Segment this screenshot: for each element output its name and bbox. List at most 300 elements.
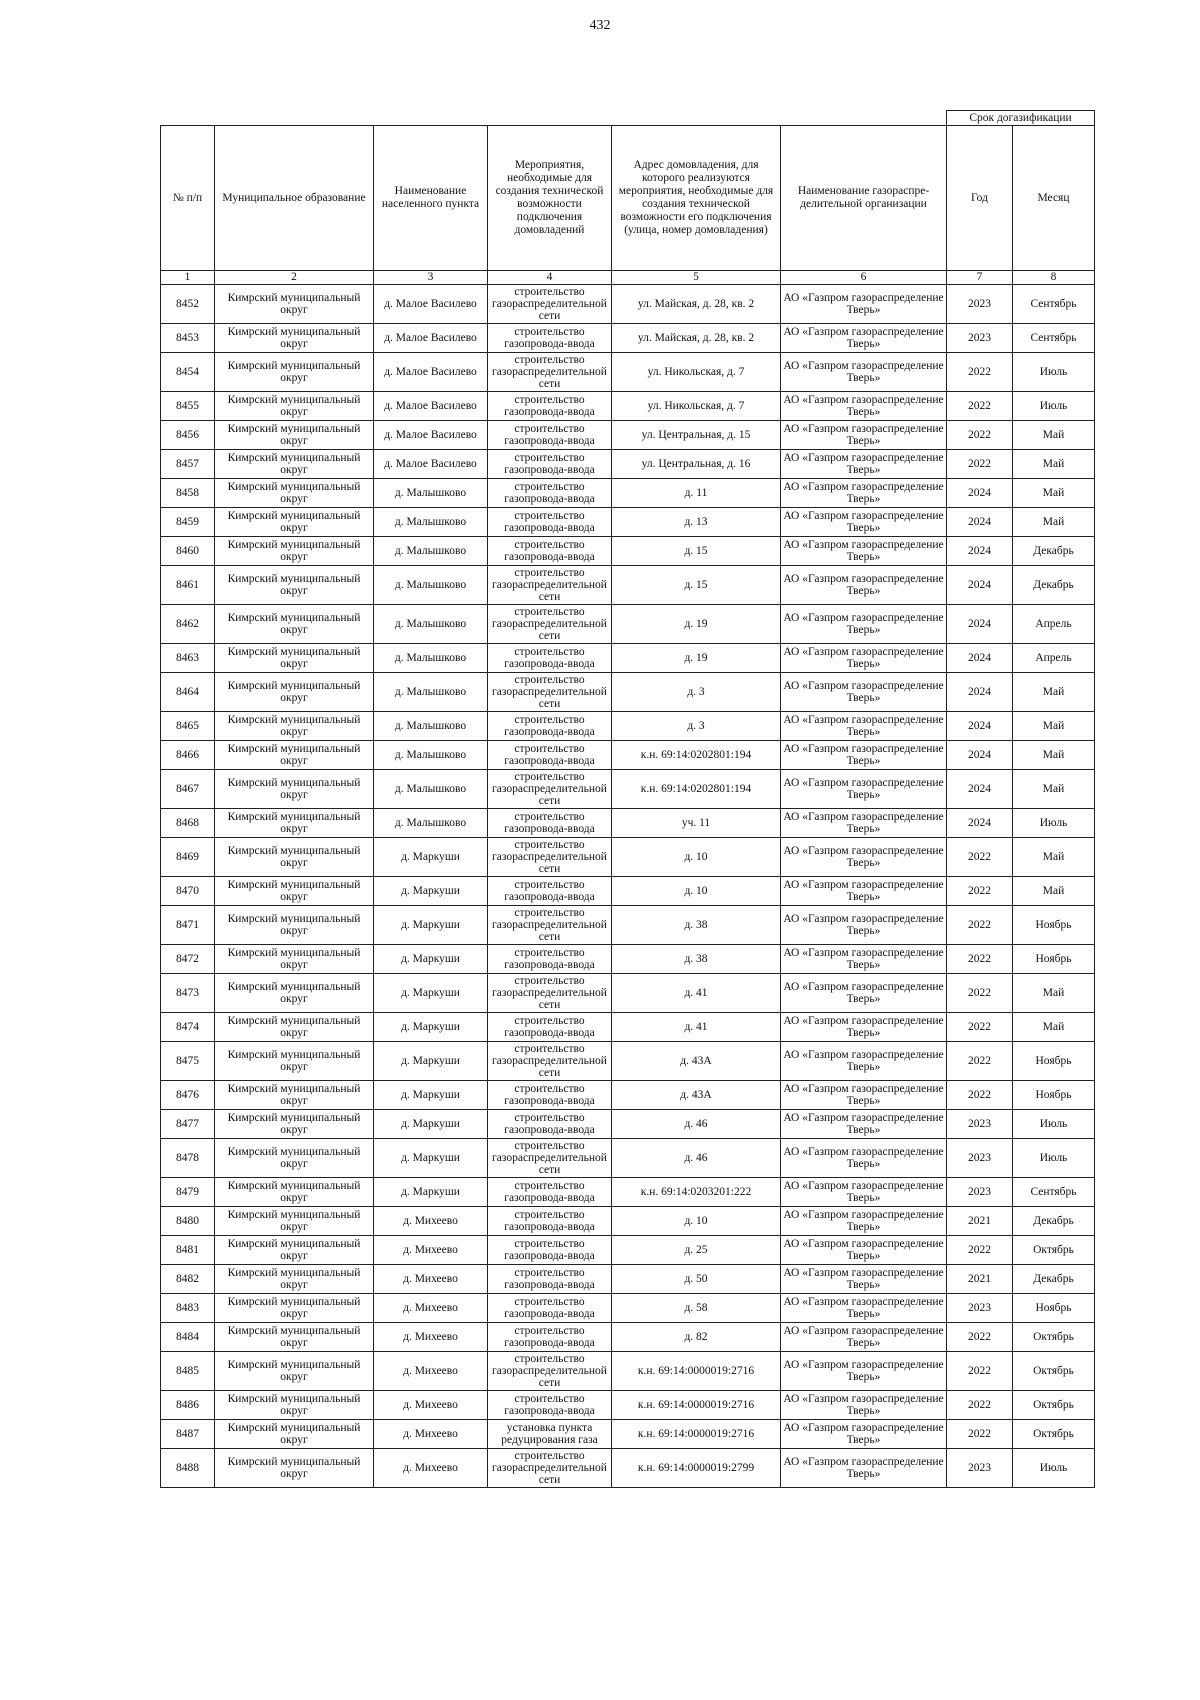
cell-municipality: Кимрский муниципальный округ bbox=[215, 1081, 374, 1110]
cell-number: 8454 bbox=[161, 353, 215, 392]
cell-year: 2024 bbox=[947, 566, 1013, 605]
cell-organization: АО «Газпром газораспределение Тверь» bbox=[781, 1110, 947, 1139]
header-col-3: Наименование населенного пункта bbox=[374, 126, 488, 271]
cell-settlement: д. Малышково bbox=[374, 741, 488, 770]
cell-address: ул. Майская, д. 28, кв. 2 bbox=[612, 324, 781, 353]
cell-year: 2022 bbox=[947, 838, 1013, 877]
cell-organization: АО «Газпром газораспределение Тверь» bbox=[781, 605, 947, 644]
cell-settlement: д. Малое Василево bbox=[374, 285, 488, 324]
cell-activity: строительство газопровода-ввода bbox=[488, 537, 612, 566]
header-group-spacer bbox=[161, 111, 947, 126]
cell-number: 8464 bbox=[161, 673, 215, 712]
cell-number: 8474 bbox=[161, 1013, 215, 1042]
cell-year: 2024 bbox=[947, 508, 1013, 537]
cell-number: 8457 bbox=[161, 450, 215, 479]
cell-organization: АО «Газпром газораспределение Тверь» bbox=[781, 285, 947, 324]
cell-number: 8488 bbox=[161, 1449, 215, 1488]
cell-month: Июль bbox=[1013, 392, 1095, 421]
cell-settlement: д. Малышково bbox=[374, 605, 488, 644]
cell-address: д. 15 bbox=[612, 537, 781, 566]
cell-activity: строительство газораспределительной сети bbox=[488, 673, 612, 712]
table-row bbox=[161, 1236, 1095, 1265]
cell-year: 2023 bbox=[947, 1178, 1013, 1207]
table-row bbox=[161, 537, 1095, 566]
cell-month: Декабрь bbox=[1013, 566, 1095, 605]
cell-number: 8485 bbox=[161, 1352, 215, 1391]
cell-activity: строительство газопровода-ввода bbox=[488, 392, 612, 421]
cell-month: Май bbox=[1013, 508, 1095, 537]
cell-year: 2022 bbox=[947, 1420, 1013, 1449]
cell-number: 8461 bbox=[161, 566, 215, 605]
table-row bbox=[161, 644, 1095, 673]
cell-address: ул. Центральная, д. 16 bbox=[612, 450, 781, 479]
cell-organization: АО «Газпром газораспределение Тверь» bbox=[781, 644, 947, 673]
cell-municipality: Кимрский муниципальный округ bbox=[215, 353, 374, 392]
table-row bbox=[161, 508, 1095, 537]
cell-month: Май bbox=[1013, 450, 1095, 479]
cell-activity: строительство газопровода-ввода bbox=[488, 877, 612, 906]
table-row bbox=[161, 1323, 1095, 1352]
header-col-6: Наименование газораспре-делительной организации bbox=[781, 126, 947, 271]
cell-settlement: д. Маркуши bbox=[374, 906, 488, 945]
cell-settlement: д. Маркуши bbox=[374, 1110, 488, 1139]
cell-municipality: Кимрский муниципальный округ bbox=[215, 1294, 374, 1323]
cell-municipality: Кимрский муниципальный округ bbox=[215, 877, 374, 906]
cell-year: 2022 bbox=[947, 421, 1013, 450]
cell-settlement: д. Малое Василево bbox=[374, 421, 488, 450]
cell-number: 8470 bbox=[161, 877, 215, 906]
cell-organization: АО «Газпром газораспределение Тверь» bbox=[781, 450, 947, 479]
cell-year: 2022 bbox=[947, 906, 1013, 945]
cell-settlement: д. Маркуши bbox=[374, 1139, 488, 1178]
cell-year: 2024 bbox=[947, 741, 1013, 770]
cell-municipality: Кимрский муниципальный округ bbox=[215, 1013, 374, 1042]
cell-address: уч. 11 bbox=[612, 809, 781, 838]
cell-year: 2023 bbox=[947, 1449, 1013, 1488]
cell-number: 8482 bbox=[161, 1265, 215, 1294]
cell-month: Июль bbox=[1013, 1110, 1095, 1139]
cell-activity: строительство газопровода-ввода bbox=[488, 421, 612, 450]
cell-activity: строительство газопровода-ввода bbox=[488, 1110, 612, 1139]
header-num-6: 6 bbox=[781, 271, 947, 285]
cell-year: 2022 bbox=[947, 1042, 1013, 1081]
cell-settlement: д. Маркуши bbox=[374, 877, 488, 906]
cell-municipality: Кимрский муниципальный округ bbox=[215, 1449, 374, 1488]
cell-organization: АО «Газпром газораспределение Тверь» bbox=[781, 1178, 947, 1207]
cell-settlement: д. Малое Василево bbox=[374, 392, 488, 421]
cell-municipality: Кимрский муниципальный округ bbox=[215, 1236, 374, 1265]
cell-month: Сентябрь bbox=[1013, 285, 1095, 324]
cell-activity: строительство газораспределительной сети bbox=[488, 353, 612, 392]
cell-organization: АО «Газпром газораспределение Тверь» bbox=[781, 421, 947, 450]
cell-number: 8480 bbox=[161, 1207, 215, 1236]
cell-year: 2023 bbox=[947, 324, 1013, 353]
cell-month: Апрель bbox=[1013, 605, 1095, 644]
cell-organization: АО «Газпром газораспределение Тверь» bbox=[781, 1236, 947, 1265]
cell-address: д. 43А bbox=[612, 1042, 781, 1081]
cell-activity: строительство газораспределительной сети bbox=[488, 1042, 612, 1081]
cell-settlement: д. Михеево bbox=[374, 1207, 488, 1236]
cell-number: 8471 bbox=[161, 906, 215, 945]
cell-year: 2023 bbox=[947, 1139, 1013, 1178]
cell-year: 2024 bbox=[947, 770, 1013, 809]
cell-activity: строительство газопровода-ввода bbox=[488, 809, 612, 838]
cell-month: Октябрь bbox=[1013, 1236, 1095, 1265]
cell-municipality: Кимрский муниципальный округ bbox=[215, 1391, 374, 1420]
cell-municipality: Кимрский муниципальный округ bbox=[215, 605, 374, 644]
cell-address: д. 58 bbox=[612, 1294, 781, 1323]
cell-month: Октябрь bbox=[1013, 1420, 1095, 1449]
cell-activity: строительство газораспределительной сети bbox=[488, 906, 612, 945]
cell-municipality: Кимрский муниципальный округ bbox=[215, 1207, 374, 1236]
cell-month: Октябрь bbox=[1013, 1323, 1095, 1352]
table-row bbox=[161, 673, 1095, 712]
cell-organization: АО «Газпром газораспределение Тверь» bbox=[781, 945, 947, 974]
cell-settlement: д. Маркуши bbox=[374, 838, 488, 877]
cell-number: 8472 bbox=[161, 945, 215, 974]
cell-address: д. 82 bbox=[612, 1323, 781, 1352]
table-row bbox=[161, 605, 1095, 644]
cell-year: 2024 bbox=[947, 479, 1013, 508]
table-row bbox=[161, 1081, 1095, 1110]
cell-municipality: Кимрский муниципальный округ bbox=[215, 1042, 374, 1081]
cell-year: 2022 bbox=[947, 450, 1013, 479]
cell-municipality: Кимрский муниципальный округ bbox=[215, 741, 374, 770]
table-row bbox=[161, 1110, 1095, 1139]
cell-address: к.н. 69:14:0203201:222 bbox=[612, 1178, 781, 1207]
table-row bbox=[161, 838, 1095, 877]
cell-organization: АО «Газпром газораспределение Тверь» bbox=[781, 508, 947, 537]
cell-activity: строительство газораспределительной сети bbox=[488, 566, 612, 605]
cell-municipality: Кимрский муниципальный округ bbox=[215, 1420, 374, 1449]
table-row bbox=[161, 974, 1095, 1013]
cell-municipality: Кимрский муниципальный округ bbox=[215, 838, 374, 877]
cell-organization: АО «Газпром газораспределение Тверь» bbox=[781, 877, 947, 906]
cell-organization: АО «Газпром газораспределение Тверь» bbox=[781, 537, 947, 566]
cell-year: 2023 bbox=[947, 1110, 1013, 1139]
cell-address: д. 25 bbox=[612, 1236, 781, 1265]
cell-organization: АО «Газпром газораспределение Тверь» bbox=[781, 906, 947, 945]
cell-municipality: Кимрский муниципальный округ bbox=[215, 906, 374, 945]
cell-number: 8483 bbox=[161, 1294, 215, 1323]
cell-address: д. 50 bbox=[612, 1265, 781, 1294]
header-group-deadline: Срок догазификации bbox=[947, 111, 1095, 126]
table-row bbox=[161, 712, 1095, 741]
cell-number: 8455 bbox=[161, 392, 215, 421]
cell-address: д. 19 bbox=[612, 644, 781, 673]
cell-settlement: д. Малое Василево bbox=[374, 353, 488, 392]
cell-activity: строительство газопровода-ввода bbox=[488, 324, 612, 353]
table-row bbox=[161, 479, 1095, 508]
cell-year: 2022 bbox=[947, 1013, 1013, 1042]
cell-settlement: д. Михеево bbox=[374, 1449, 488, 1488]
cell-number: 8476 bbox=[161, 1081, 215, 1110]
cell-activity: строительство газораспределительной сети bbox=[488, 1139, 612, 1178]
cell-number: 8473 bbox=[161, 974, 215, 1013]
cell-municipality: Кимрский муниципальный округ bbox=[215, 809, 374, 838]
table-row bbox=[161, 1391, 1095, 1420]
cell-activity: строительство газопровода-ввода bbox=[488, 1081, 612, 1110]
table-row bbox=[161, 1207, 1095, 1236]
cell-municipality: Кимрский муниципальный округ bbox=[215, 285, 374, 324]
cell-number: 8486 bbox=[161, 1391, 215, 1420]
cell-settlement: д. Малышково bbox=[374, 566, 488, 605]
table-row bbox=[161, 1013, 1095, 1042]
cell-year: 2022 bbox=[947, 1391, 1013, 1420]
cell-settlement: д. Михеево bbox=[374, 1236, 488, 1265]
cell-month: Октябрь bbox=[1013, 1391, 1095, 1420]
cell-year: 2022 bbox=[947, 1352, 1013, 1391]
cell-activity: строительство газопровода-ввода bbox=[488, 479, 612, 508]
cell-year: 2024 bbox=[947, 809, 1013, 838]
cell-settlement: д. Михеево bbox=[374, 1420, 488, 1449]
table-row bbox=[161, 1265, 1095, 1294]
cell-municipality: Кимрский муниципальный округ bbox=[215, 566, 374, 605]
cell-month: Май bbox=[1013, 712, 1095, 741]
cell-organization: АО «Газпром газораспределение Тверь» bbox=[781, 1323, 947, 1352]
cell-year: 2024 bbox=[947, 605, 1013, 644]
cell-year: 2022 bbox=[947, 1323, 1013, 1352]
table-row bbox=[161, 945, 1095, 974]
cell-municipality: Кимрский муниципальный округ bbox=[215, 770, 374, 809]
header-col-5: Адрес домовладения, для которого реализуются мероприятия, необходимые для создания технической возможности его подключения (улица, номер домовладения) bbox=[612, 126, 781, 271]
header-col-1: № п/п bbox=[161, 126, 215, 271]
cell-address: д. 19 bbox=[612, 605, 781, 644]
cell-month: Май bbox=[1013, 479, 1095, 508]
cell-number: 8487 bbox=[161, 1420, 215, 1449]
cell-number: 8484 bbox=[161, 1323, 215, 1352]
cell-month: Декабрь bbox=[1013, 1265, 1095, 1294]
cell-settlement: д. Маркуши bbox=[374, 1178, 488, 1207]
cell-municipality: Кимрский муниципальный округ bbox=[215, 1178, 374, 1207]
table-row bbox=[161, 1294, 1095, 1323]
table-row bbox=[161, 1178, 1095, 1207]
table-body bbox=[161, 285, 1095, 1488]
cell-year: 2022 bbox=[947, 945, 1013, 974]
cell-number: 8477 bbox=[161, 1110, 215, 1139]
cell-organization: АО «Газпром газораспределение Тверь» bbox=[781, 770, 947, 809]
cell-address: д. 11 bbox=[612, 479, 781, 508]
cell-organization: АО «Газпром газораспределение Тверь» bbox=[781, 1352, 947, 1391]
cell-activity: строительство газораспределительной сети bbox=[488, 770, 612, 809]
cell-organization: АО «Газпром газораспределение Тверь» bbox=[781, 392, 947, 421]
cell-settlement: д. Малышково bbox=[374, 644, 488, 673]
cell-settlement: д. Малое Василево bbox=[374, 450, 488, 479]
cell-month: Июль bbox=[1013, 809, 1095, 838]
cell-municipality: Кимрский муниципальный округ bbox=[215, 712, 374, 741]
cell-number: 8465 bbox=[161, 712, 215, 741]
header-num-5: 5 bbox=[612, 271, 781, 285]
cell-settlement: д. Михеево bbox=[374, 1391, 488, 1420]
header-num-8: 8 bbox=[1013, 271, 1095, 285]
cell-address: д. 46 bbox=[612, 1139, 781, 1178]
cell-municipality: Кимрский муниципальный округ bbox=[215, 1265, 374, 1294]
cell-number: 8469 bbox=[161, 838, 215, 877]
cell-municipality: Кимрский муниципальный округ bbox=[215, 1139, 374, 1178]
cell-number: 8467 bbox=[161, 770, 215, 809]
cell-month: Май bbox=[1013, 770, 1095, 809]
cell-activity: строительство газораспределительной сети bbox=[488, 1449, 612, 1488]
cell-organization: АО «Газпром газораспределение Тверь» bbox=[781, 712, 947, 741]
cell-municipality: Кимрский муниципальный округ bbox=[215, 644, 374, 673]
table-row bbox=[161, 809, 1095, 838]
cell-organization: АО «Газпром газораспределение Тверь» bbox=[781, 1265, 947, 1294]
cell-activity: строительство газораспределительной сети bbox=[488, 285, 612, 324]
cell-address: к.н. 69:14:0000019:2799 bbox=[612, 1449, 781, 1488]
table-row bbox=[161, 421, 1095, 450]
cell-municipality: Кимрский муниципальный округ bbox=[215, 508, 374, 537]
cell-month: Октябрь bbox=[1013, 1352, 1095, 1391]
cell-number: 8456 bbox=[161, 421, 215, 450]
cell-organization: АО «Газпром газораспределение Тверь» bbox=[781, 1081, 947, 1110]
cell-year: 2023 bbox=[947, 285, 1013, 324]
cell-activity: строительство газораспределительной сети bbox=[488, 838, 612, 877]
cell-settlement: д. Малышково bbox=[374, 673, 488, 712]
cell-address: д. 10 bbox=[612, 877, 781, 906]
cell-month: Июль bbox=[1013, 353, 1095, 392]
cell-organization: АО «Газпром газораспределение Тверь» bbox=[781, 1207, 947, 1236]
cell-address: д. 10 bbox=[612, 838, 781, 877]
cell-address: ул. Никольская, д. 7 bbox=[612, 353, 781, 392]
cell-municipality: Кимрский муниципальный округ bbox=[215, 673, 374, 712]
cell-activity: строительство газопровода-ввода bbox=[488, 1391, 612, 1420]
cell-number: 8475 bbox=[161, 1042, 215, 1081]
page-number: 432 bbox=[589, 18, 611, 33]
cell-organization: АО «Газпром газораспределение Тверь» bbox=[781, 479, 947, 508]
cell-municipality: Кимрский муниципальный округ bbox=[215, 1323, 374, 1352]
cell-activity: строительство газораспределительной сети bbox=[488, 1352, 612, 1391]
cell-address: ул. Центральная, д. 15 bbox=[612, 421, 781, 450]
cell-settlement: д. Маркуши bbox=[374, 945, 488, 974]
cell-settlement: д. Михеево bbox=[374, 1294, 488, 1323]
cell-municipality: Кимрский муниципальный округ bbox=[215, 537, 374, 566]
cell-municipality: Кимрский муниципальный округ bbox=[215, 479, 374, 508]
cell-number: 8468 bbox=[161, 809, 215, 838]
cell-settlement: д. Маркуши bbox=[374, 1042, 488, 1081]
cell-organization: АО «Газпром газораспределение Тверь» bbox=[781, 974, 947, 1013]
table-row bbox=[161, 324, 1095, 353]
cell-month: Ноябрь bbox=[1013, 1081, 1095, 1110]
cell-municipality: Кимрский муниципальный округ bbox=[215, 1352, 374, 1391]
cell-activity: строительство газораспределительной сети bbox=[488, 605, 612, 644]
table-row bbox=[161, 566, 1095, 605]
header-num-7: 7 bbox=[947, 271, 1013, 285]
header-col-4: Мероприятия, необходимые для создания технической возможности подключения домовладений bbox=[488, 126, 612, 271]
table-row bbox=[161, 1042, 1095, 1081]
cell-settlement: д. Михеево bbox=[374, 1265, 488, 1294]
cell-organization: АО «Газпром газораспределение Тверь» bbox=[781, 1391, 947, 1420]
table-row bbox=[161, 285, 1095, 324]
header-col-2: Муниципальное образование bbox=[215, 126, 374, 271]
cell-month: Декабрь bbox=[1013, 537, 1095, 566]
table-row bbox=[161, 1420, 1095, 1449]
table-row bbox=[161, 392, 1095, 421]
cell-activity: строительство газопровода-ввода bbox=[488, 1265, 612, 1294]
cell-address: д. 38 bbox=[612, 945, 781, 974]
cell-month: Сентябрь bbox=[1013, 324, 1095, 353]
cell-address: д. 13 bbox=[612, 508, 781, 537]
cell-year: 2023 bbox=[947, 1294, 1013, 1323]
cell-activity: строительство газопровода-ввода bbox=[488, 1207, 612, 1236]
cell-month: Июль bbox=[1013, 1139, 1095, 1178]
cell-month: Декабрь bbox=[1013, 1207, 1095, 1236]
cell-activity: строительство газопровода-ввода bbox=[488, 1323, 612, 1352]
cell-year: 2022 bbox=[947, 1236, 1013, 1265]
cell-activity: строительство газопровода-ввода bbox=[488, 450, 612, 479]
table-row bbox=[161, 770, 1095, 809]
cell-settlement: д. Малышково bbox=[374, 712, 488, 741]
cell-settlement: д. Малышково bbox=[374, 508, 488, 537]
cell-address: ул. Никольская, д. 7 bbox=[612, 392, 781, 421]
cell-settlement: д. Михеево bbox=[374, 1323, 488, 1352]
table-row bbox=[161, 741, 1095, 770]
cell-month: Май bbox=[1013, 974, 1095, 1013]
cell-address: д. 41 bbox=[612, 1013, 781, 1042]
cell-activity: строительство газопровода-ввода bbox=[488, 1178, 612, 1207]
header-num-2: 2 bbox=[215, 271, 374, 285]
table-row bbox=[161, 353, 1095, 392]
cell-number: 8460 bbox=[161, 537, 215, 566]
cell-address: д. 38 bbox=[612, 906, 781, 945]
cell-year: 2022 bbox=[947, 974, 1013, 1013]
cell-address: д. 3 bbox=[612, 673, 781, 712]
cell-address: д. 41 bbox=[612, 974, 781, 1013]
cell-activity: строительство газопровода-ввода bbox=[488, 508, 612, 537]
cell-month: Апрель bbox=[1013, 644, 1095, 673]
cell-month: Май bbox=[1013, 1013, 1095, 1042]
cell-activity: строительство газопровода-ввода bbox=[488, 945, 612, 974]
gasification-table bbox=[160, 110, 1095, 1488]
cell-address: д. 10 bbox=[612, 1207, 781, 1236]
cell-address: д. 46 bbox=[612, 1110, 781, 1139]
cell-activity: установка пункта редуцирования газа bbox=[488, 1420, 612, 1449]
cell-settlement: д. Маркуши bbox=[374, 974, 488, 1013]
cell-number: 8452 bbox=[161, 285, 215, 324]
cell-address: к.н. 69:14:0000019:2716 bbox=[612, 1352, 781, 1391]
cell-organization: АО «Газпром газораспределение Тверь» bbox=[781, 1042, 947, 1081]
cell-municipality: Кимрский муниципальный округ bbox=[215, 421, 374, 450]
cell-settlement: д. Малое Василево bbox=[374, 324, 488, 353]
cell-organization: АО «Газпром газораспределение Тверь» bbox=[781, 1420, 947, 1449]
cell-activity: строительство газопровода-ввода bbox=[488, 1236, 612, 1265]
cell-number: 8479 bbox=[161, 1178, 215, 1207]
cell-address: д. 3 bbox=[612, 712, 781, 741]
cell-settlement: д. Маркуши bbox=[374, 1081, 488, 1110]
cell-activity: строительство газопровода-ввода bbox=[488, 644, 612, 673]
cell-year: 2024 bbox=[947, 712, 1013, 741]
cell-year: 2021 bbox=[947, 1207, 1013, 1236]
header-group-row bbox=[161, 111, 1095, 126]
cell-organization: АО «Газпром газораспределение Тверь» bbox=[781, 1294, 947, 1323]
cell-month: Май bbox=[1013, 673, 1095, 712]
table-row bbox=[161, 877, 1095, 906]
cell-activity: строительство газопровода-ввода bbox=[488, 741, 612, 770]
cell-number: 8453 bbox=[161, 324, 215, 353]
cell-settlement: д. Малышково bbox=[374, 809, 488, 838]
cell-month: Май bbox=[1013, 877, 1095, 906]
cell-municipality: Кимрский муниципальный округ bbox=[215, 450, 374, 479]
header-number-row bbox=[161, 271, 1095, 285]
table-row bbox=[161, 906, 1095, 945]
cell-organization: АО «Газпром газораспределение Тверь» bbox=[781, 809, 947, 838]
cell-number: 8459 bbox=[161, 508, 215, 537]
cell-month: Июль bbox=[1013, 1449, 1095, 1488]
cell-activity: строительство газопровода-ввода bbox=[488, 1013, 612, 1042]
cell-month: Май bbox=[1013, 421, 1095, 450]
cell-settlement: д. Малышково bbox=[374, 479, 488, 508]
header-num-3: 3 bbox=[374, 271, 488, 285]
cell-number: 8458 bbox=[161, 479, 215, 508]
